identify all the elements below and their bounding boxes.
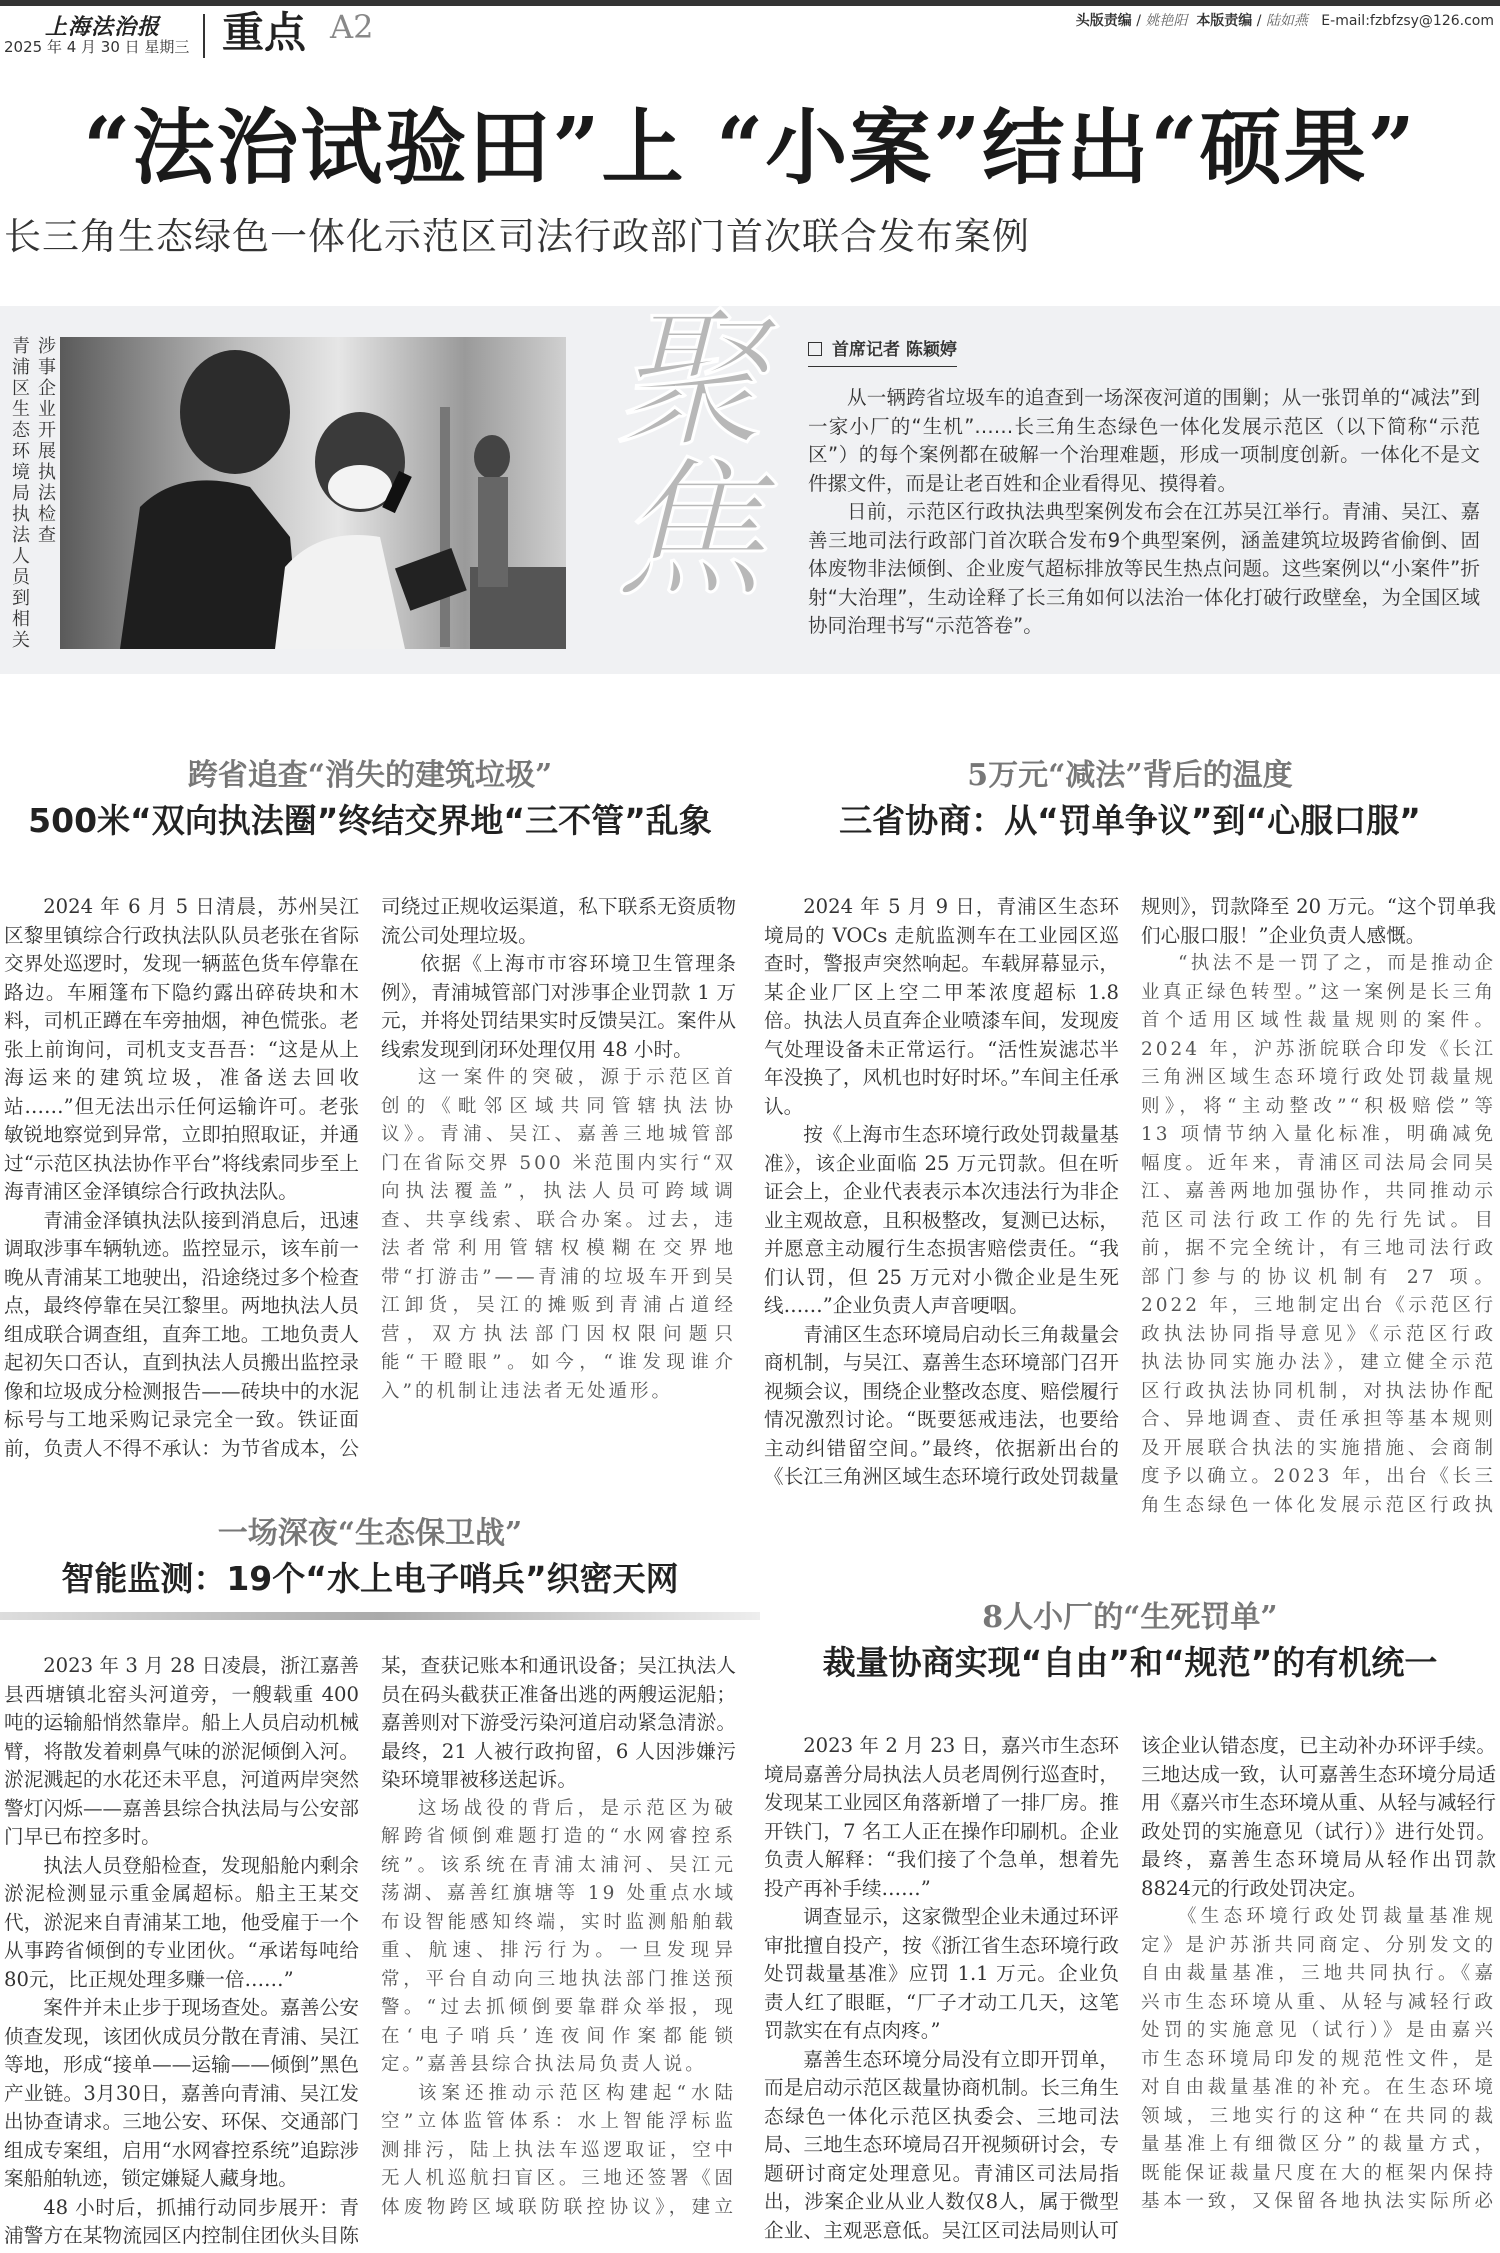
section-divider [0,1612,760,1620]
article-paragraph: 2024 年 5 月 9 日，青浦区生态环境局的 VOCs 走航监测车在工业园区巡查时，警报声突然响起。车载屏幕显示，某企业厂区上空二甲苯浓度超标 1.8 倍。执法人员直奔企业喷漆车间，发现废气处理设备未正常运行。“活性炭滤芯半年没换了，风机也时好时坏。”车间主任承认。 [764,895,1119,1118]
article-paragraph: 青浦区生态环境局启动长三角裁量会商机制，与吴江、嘉善生态环境部门召开视频会议，围绕企业整改态度、赔偿履行情况激烈讨论。“既要惩戒违法，也要给主动纠错留空间。”最终，依据新出台的《长江三角洲区域生态环境行政处罚裁量规则》，罚款降至 20 万元。“这个罚单我们心服口服！”企业负责人感慨。 [764,895,1496,1488]
article-paragraph: 按《上海市生态环境行政处罚裁量基准》，该企业面临 25 万元罚款。但在听证会上，企业代表表示本次违法行为非企业主观故意，且积极整改，复测已达标，并愿意主动履行生态损害赔偿责任。“我们认罚，但 25 万元对小微企业是生死线……”企业负责人声音哽咽。 [764,1123,1119,1317]
article-2-body [764,893,1496,1523]
editor-credits: 头版责编 / 姚艳阳 本版责编 / 陆如燕 E-mail:fzbfzsy@126.com [1075,13,1494,29]
top-bar [0,0,1500,6]
newspaper-logo: 上海法治报 [45,14,161,40]
article-paragraph: 案件并未止步于现场查处。嘉善公安侦查发现，该团伙成员分散在青浦、吴江等地，形成“接单——运输——倾倒”黑色产业链。3月30日，嘉善向青浦、吴江发出协查请求。三地公安、环保、交通部门组成专案组，启用“水网睿控系统”追踪涉案船舶轨迹，锁定嫌疑人藏身地。 [4,1996,359,2190]
article-3-title: 智能监测：19个“水上电子哨兵”织密天网 [61,1559,679,1598]
article-1-title: 500米“双向执法圈”终结交界地“三不管”乱象 [28,801,712,840]
article-paragraph: 依据《上海市市容环境卫生管理条例》，青浦城管部门对涉事企业罚款 1 万元，并将处罚结果实时反馈吴江。案件从线索发现到闭环处理仅用 48 小时。 [381,952,736,1061]
article-paragraph: 嘉善生态环境分局没有立即开罚单，而是启动示范区裁量协商机制。长三角生态绿色一体化示范区执委会、三地司法局、三地生态环境局召开视频研讨会，专题研讨商定处理意见。青浦区司法局指出，涉案企业从业人数仅8人，属于微型企业、主观恶意低。吴江区司法局则认可该企业认错态度，已主动补办环评手续。三地达成一致，认可嘉善生态环境分局适用《嘉兴市生态环境从重、从轻与减轻行政处罚的实施意见（试行）》进行处罚。最终，嘉善生态环境局从轻作出罚款8824元的行政处罚决定。 [764,1734,1496,2242]
byline [808,335,957,367]
article-paragraph: 该案还推动示范区构建起“水陆空”立体监管体系：水上智能浮标监测排污，陆上执法车巡逻取证，空中无人机巡航扫盲区。三地还签署《固体废物跨区域联防联控协议》，建立 [381,2082,736,2218]
photo-caption-line-1: 涉事企业开展执法检查 [35,336,56,546]
article-1-body [4,893,736,1465]
article-paragraph: 《生态环境行政处罚裁量基准规定》是沪苏浙共同商定、分别发文的自由裁量基准，三地共同执行。《嘉兴市生态环境从重、从轻与减轻行政处罚的实施意见（试行）》是由嘉兴市生态环境局印发的规范性文件，是对自由裁量基准的补充。在生态环境领域，三地实行的这种“在共同的裁量基准上有细微区分”的裁量方式，既能保证裁量尺度在大的框架内保持基本一致，又保留各地执法实际所必 [1141,1906,1496,2212]
article-paragraph: 这场战役的背后，是示范区为破解跨省倾倒难题打造的“水网睿控系统”。该系统在青浦太浦河、吴江元荡湖、嘉善红旗塘等 19 处重点水域布设智能感知终端，实时监测船舶载重、航速、排污行为。一旦发现异常，平台自动向三地执法部门推送预警。“过去抓倾倒要靠群众举报，现在‘电子哨兵’连夜间作案都能锁定。”嘉善县综合执法局负责人说。 [381,1797,736,2075]
article-2-kicker: 5万元“减法”背后的温度 [967,758,1293,793]
article-1-kicker: 跨省追查“消失的建筑垃圾” [187,758,553,793]
intro-paragraph: 日前，示范区行政执法典型案例发布会在江苏吴江举行。青浦、吴江、嘉善三地司法行政部门首次联合发布9个典型案例，涵盖建筑垃圾跨省偷倒、固体废物非法倾倒、企业废气超标排放等民生热点问题。这些案例以“小案件”折射“大治理”，生动诠释了长三角如何以法治一体化打破行政壁垒，为全国区域协同治理书写“示范答卷”。 [808,500,1480,637]
article-paragraph: 48 小时后，抓捕行动同步展开：青浦警方在某物流园区内控制住团伙头目陈某，查获记账本和通讯设备；吴江执法人员在码头截获正准备出逃的两艘运泥船；嘉善则对下游受污染河道启动紧急清淤。最终，21 人被行政拘留，6 人因涉嫌污染环境罪被移送起诉。 [4,1654,736,2247]
section-name: 重点 [222,8,307,57]
page-number: A2 [330,8,374,46]
masthead-divider [203,14,205,58]
intro-paragraph: 从一辆跨省垃圾车的追查到一场深夜河道的围剿；从一张罚单的“减法”到一家小厂的“生机”……长三角生态绿色一体化发展示范区（以下简称“示范区”）的每个案例都在破解一个治理难题，形成一项制度创新。一体化不是文件摞文件，而是让老百姓和企业看得见、摸得着。 [808,386,1480,495]
article-2-title: 三省协商：从“罚单争议”到“心服口服” [839,801,1421,840]
article-paragraph: “执法不是一罚了之，而是推动企业真正绿色转型。”这一案例是长三角首个适用区域性裁量规则的案件。2024 年，沪苏浙皖联合印发《长江三角洲区域生态环境行政处罚裁量规则》，将“主动整改”“积极赔偿”等 13 项情节纳入量化标准，明确减免幅度。近年来，青浦区司法局会同吴江、嘉善两地加强协作，共同推动示范区司法行政工作的先行先试。目前，据不完全统计，有三地司法行政部门参与的协议机制有 27 项。2022 年，三地制定出台《示范区行政执法协同指导意见》《示范区行政执法协同实施办法》，建立健全示范区行政执法协同机制，对执法协作配合、异地调查、责任承担等基本规则及开展联合执法的实施措施、会商制度予以确立。2023 年，出台《长三角生态绿色一体化发展示范区行政执 [1141,953,1496,1516]
article-4-kicker: 8人小厂的“生死罚单” [982,1600,1278,1635]
photo-caption-line-2: 青浦区生态环境局执法人员到相关 [9,336,30,651]
page-editor: 陆如燕 [1265,13,1308,29]
photo-illustration [60,337,566,649]
article-4-body [764,1732,1496,2252]
sub-headline: 长三角生态绿色一体化示范区司法行政部门首次联合发布案例 [4,215,1030,258]
byline-text: 首席记者 陈颖婷 [832,340,957,360]
article-3-body [4,1652,736,2252]
article-paragraph: 2023 年 3 月 28 日凌晨，浙江嘉善县西塘镇北窑头河道旁，一艘载重 400 吨的运输船悄然靠岸。船上人员启动机械臂，将散发着刺鼻气味的淤泥倾倒入河。淤泥溅起的水花还未平息，河道两岸突然警灯闪烁——嘉善县综合执法局与公安部门早已布控多时。 [4,1654,359,1848]
intro-text [808,384,1480,641]
article-paragraph: 调查显示，这家微型企业未通过环评审批擅自投产，按《浙江省生态环境行政处罚裁量基准》应罚 1.1 万元。企业负责人红了眼眶，“厂子才动工几天，这笔罚款实在有点肉疼。” [764,1905,1119,2042]
enforcement-photo [60,337,566,649]
article-paragraph: 2024 年 6 月 5 日清晨，苏州吴江区黎里镇综合行政执法队队员老张在省际交界处巡逻时，发现一辆蓝色货车停靠在路边。车厢篷布下隐约露出碎砖块和木料，司机正蹲在车旁抽烟，神色慌张。老张上前询问，司机支支吾吾：“这是从上海运来的建筑垃圾，准备送去回收站……”但无法出示任何运输许可。老张敏锐地察觉到异常，立即拍照取证，并通过“示范区执法协作平台”将线索同步至上海青浦区金泽镇综合行政执法队。 [4,895,359,1203]
focus-column-label: 聚焦 [588,300,762,600]
editor-email: E-mail:fzbfzsy@126.com [1321,13,1494,29]
article-4-title: 裁量协商实现“自由”和“规范”的有机统一 [822,1643,1438,1682]
article-paragraph: 这一案件的突破，源于示范区首创的《毗邻区域共同管辖执法协议》。青浦、吴江、嘉善三地城管部门在省际交界 500 米范围内实行“双向执法覆盖”，执法人员可跨域调查、共享线索、联合办案。过去，违法者常利用管辖权模糊在交界地带“打游击”——青浦的垃圾车开到吴江卸货，吴江的摊贩到青浦占道经营，双方执法部门因权限问题只能“干瞪眼”。如今，“谁发现谁介入”的机制让违法者无处遁形。 [381,1067,736,1402]
front-editor: 姚艳阳 [1145,13,1188,29]
front-editor-label: 头版责编 [1075,13,1132,29]
article-paragraph: 青浦金泽镇执法队接到消息后，迅速调取涉事车辆轨迹。监控显示，该车前一晚从青浦某工地驶出，沿途绕过多个检查点，最终停靠在吴江黎里。两地执法人员组成联合调查组，直奔工地。工地负责人起初矢口否认，直到执法人员搬出监控录像和垃圾成分检测报告——砖块中的水泥标号与工地采购记录完全一致。铁证面前，负责人不得不承认：为节省成本，公司绕过正规收运渠道，私下联系无资质物流公司处理垃圾。 [4,895,736,1460]
issue-date: 2025 年 4 月 30 日 星期三 [4,38,190,56]
article-paragraph: 执法人员登船检查，发现船舱内剩余淤泥检测显示重金属超标。船主王某交代，淤泥来自青浦某工地，他受雇于一个从事跨省倾倒的专业团伙。“承诺每吨给80元，比正规处理多赚一倍……” [4,1853,359,1991]
article-3-kicker: 一场深夜“生态保卫战” [217,1516,523,1551]
article-paragraph: 2023 年 2 月 23 日，嘉兴市生态环境局嘉善分局执法人员老周例行巡查时，发现某工业园区角落新增了一排厂房。推开铁门，7 名工人正在操作印刷机。企业负责人解释：“我们接了个急单，想着先投产再补手续……” [764,1734,1119,1900]
page-editor-label: 本版责编 [1196,13,1253,29]
square-icon [808,342,822,356]
main-headline: “法治试验田”上 “小案”结出“硕果” [83,100,1417,196]
